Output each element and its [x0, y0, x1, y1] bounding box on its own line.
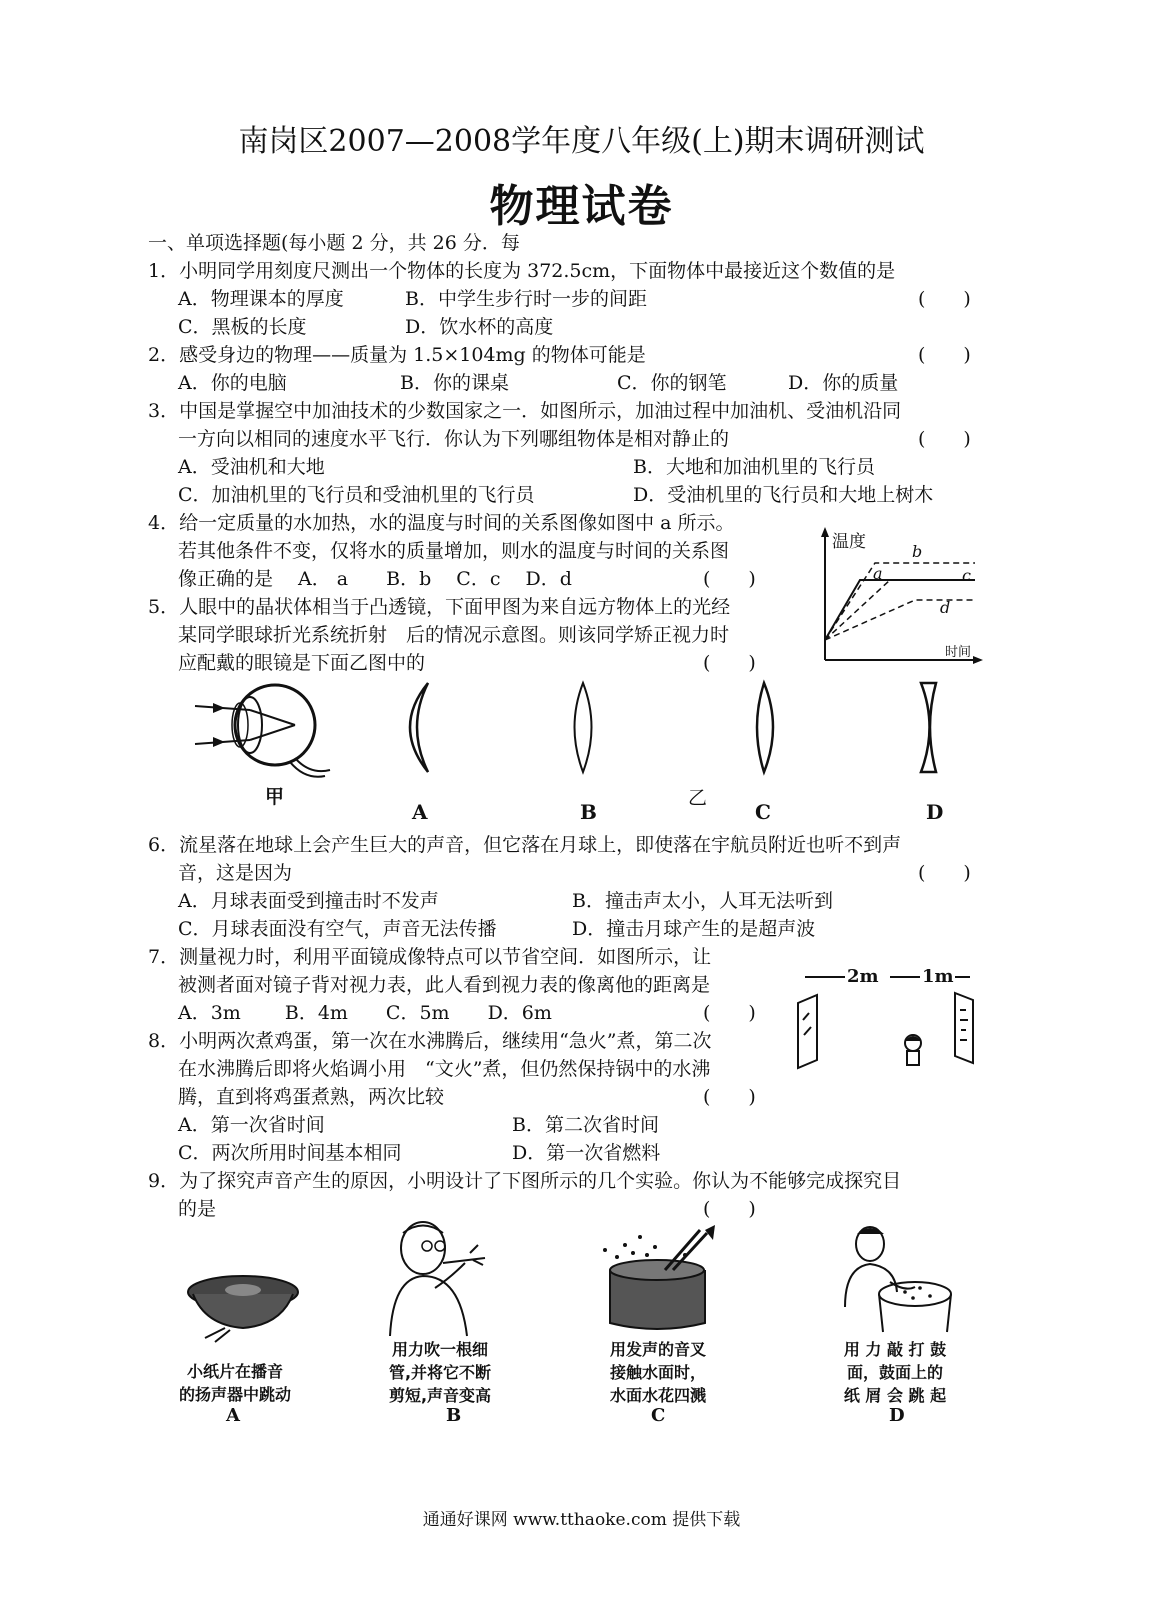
q6-option-b: B．撞击声太小，人耳无法听到 [572, 890, 833, 912]
q8-stem-line3: 腾，直到将鸡蛋煮熟，两次比较 [178, 1086, 445, 1108]
q9-figure-c-tuning-fork [595, 1225, 725, 1335]
q8-stem-line1: 8．小明两次煮鸡蛋，第一次在水沸腾后，继续用“急火”煮，第二次 [148, 1030, 712, 1052]
q5-lens-c [752, 680, 782, 775]
q7-options: A．3m B．4m C．5m D．6m [178, 1002, 552, 1024]
q9-caption-c-line1: 用发声的音叉 [609, 1340, 706, 1359]
q5-jia-label: 甲 [265, 786, 285, 808]
q3-stem-line2: 一方向以相同的速度水平飞行．你认为下列哪组物体是相对静止的 [178, 428, 730, 450]
q4-curve-b-label: b [912, 542, 923, 561]
q1-stem: 1．小明同学用刻度尺测出一个物体的长度为 372.5cm，下面物体中最接近这个数值的是 [148, 260, 896, 282]
q3-answer-blank: ( ) [918, 428, 971, 450]
q5-stem-line1: 5．人眼中的晶状体相当于凸透镜，下面甲图为来自远方物体上的光经 [148, 596, 731, 618]
q5-label-b: B [580, 800, 597, 824]
q9-caption-b-line2: 管,并将它不断 [388, 1363, 492, 1382]
q2-option-c: C．你的钢笔 [617, 372, 727, 394]
q5-yi-label: 乙 [688, 787, 708, 809]
q1-option-a: A．物理课本的厚度 [178, 288, 344, 310]
q5-lens-b [568, 680, 598, 775]
q4-stem-line2: 若其他条件不变，仅将水的质量增加，则水的温度与时间的关系图 [178, 540, 730, 562]
q9-figure-d-drum [835, 1222, 955, 1337]
q7-distance-1m: 1m [922, 966, 954, 987]
q9-answer-blank: ( ) [703, 1198, 756, 1220]
q9-label-c: C [651, 1405, 666, 1426]
q3-option-a: A．受油机和大地 [178, 456, 325, 478]
q4-stem-line3: 像正确的是 A． a B．b C．c D．d [178, 568, 572, 590]
q2-option-b: B．你的课桌 [400, 372, 509, 394]
q6-option-c: C．月球表面没有空气，声音无法传播 [178, 918, 497, 940]
q7-answer-blank: ( ) [703, 1002, 756, 1024]
footer-source-note: 通通好课网 www.tthaoke.com 提供下载 [422, 1510, 741, 1530]
q9-caption-d-line3: 纸 屑 会 跳 起 [843, 1386, 947, 1405]
q2-option-d: D．你的质量 [788, 372, 899, 394]
q8-option-a: A．第一次省时间 [178, 1114, 325, 1136]
q8-option-c: C．两次所用时间基本相同 [178, 1142, 402, 1164]
q9-label-a: A [226, 1405, 240, 1426]
q6-stem-line1: 6．流星落在地球上会产生巨大的声音，但它落在月球上，即使落在宇航员附近也听不到声 [148, 834, 902, 856]
q2-answer-blank: ( ) [918, 344, 971, 366]
q4-curve-d-label: d [940, 598, 951, 617]
q1-option-b: B．中学生步行时一步的间距 [405, 288, 647, 310]
q8-stem-line2: 在水沸腾后即将火焰调小用 “文火”煮，但仍然保持锅中的水沸 [178, 1058, 711, 1080]
q4-graph-xlabel: 时间 [945, 645, 972, 660]
q9-label-b: B [446, 1405, 462, 1426]
q9-figure-a-speaker [185, 1270, 305, 1345]
section-heading: 一、单项选择题(每小题 2 分，共 26 分．每 [148, 232, 520, 254]
q9-caption-a-line2: 的扬声器中跳动 [178, 1385, 291, 1404]
q4-answer-blank: ( ) [703, 568, 756, 590]
q7-stem-line1: 7．测量视力时，利用平面镜成像特点可以节省空间．如图所示，让 [148, 946, 712, 968]
q9-caption-c-line2: 接触水面时， [609, 1363, 706, 1382]
q9-figure-b-blowing-straw [385, 1218, 495, 1338]
q7-stem-line2: 被测者面对镜子背对视力表，此人看到视力表的像离他的距离是 [178, 974, 711, 996]
q9-stem-line1: 9．为了探究声音产生的原因，小明设计了下图所示的几个实验。你认为不能够完成探究目 [148, 1170, 902, 1192]
q9-caption-b-line3: 剪短,声音变高 [388, 1386, 492, 1405]
q5-stem-line2: 某同学眼球折光系统折射 后的情况示意图。则该同学矫正视力时 [178, 624, 730, 646]
q8-option-b: B．第二次省时间 [512, 1114, 659, 1136]
q5-lens-a [398, 680, 438, 775]
q7-distance-2m: 2m [847, 966, 879, 987]
exam-header-title: 南岗区2007—2008学年度八年级(上)期末调研测试 [238, 124, 925, 159]
q5-label-c: C [755, 800, 771, 824]
q5-lens-d [918, 680, 948, 775]
q6-stem-line2: 音，这是因为 [178, 862, 293, 884]
q9-caption-c-line3: 水面水花四溅 [609, 1386, 706, 1405]
q6-answer-blank: ( ) [918, 862, 971, 884]
q2-stem: 2．感受身边的物理——质量为 1.5×104mg 的物体可能是 [148, 344, 646, 366]
q5-answer-blank: ( ) [703, 652, 756, 674]
q8-answer-blank: ( ) [703, 1086, 756, 1108]
q9-caption-d-line2: 面，鼓面上的 [846, 1363, 943, 1382]
q5-label-d: D [926, 800, 944, 824]
q9-stem-line2: 的是 [178, 1198, 217, 1220]
q9-caption-d-line1: 用 力 敲 打 鼓 [843, 1340, 947, 1359]
q3-option-c: C．加油机里的飞行员和受油机里的飞行员 [178, 484, 535, 506]
exam-subject-title: 物理试卷 [489, 181, 674, 232]
q1-option-d: D．饮水杯的高度 [405, 316, 554, 338]
q9-caption-b-line1: 用力吹一根细 [391, 1340, 488, 1359]
q3-option-b: B．大地和加油机里的飞行员 [633, 456, 875, 478]
q9-caption-a-line1: 小纸片在播音 [186, 1362, 283, 1381]
q4-curve-a-label: a [873, 564, 883, 583]
q6-option-d: D．撞击月球产生的是超声波 [572, 918, 816, 940]
q9-label-d: D [889, 1405, 905, 1426]
q4-graph-ylabel: 温度 [832, 532, 866, 552]
q8-option-d: D．第一次省燃料 [512, 1142, 661, 1164]
q1-option-c: C．黑板的长度 [178, 316, 307, 338]
q1-answer-blank: ( ) [918, 288, 971, 310]
q4-stem-line1: 4．给一定质量的水加热，水的温度与时间的关系图像如图中 a 所示。 [148, 512, 735, 534]
q3-stem-line1: 3．中国是掌握空中加油技术的少数国家之一．如图所示，加油过程中加油机、受油机沿同 [148, 400, 902, 422]
q5-eye-diagram [195, 680, 335, 780]
q5-stem-line3: 应配戴的眼镜是下面乙图中的 [178, 652, 426, 674]
q4-curve-c-label: c [962, 566, 971, 585]
q2-option-a: A．你的电脑 [178, 372, 287, 394]
q5-label-a: A [412, 800, 428, 824]
q3-option-d: D．受油机里的飞行员和大地上树木 [633, 484, 934, 506]
q6-option-a: A．月球表面受到撞击时不发声 [178, 890, 439, 912]
